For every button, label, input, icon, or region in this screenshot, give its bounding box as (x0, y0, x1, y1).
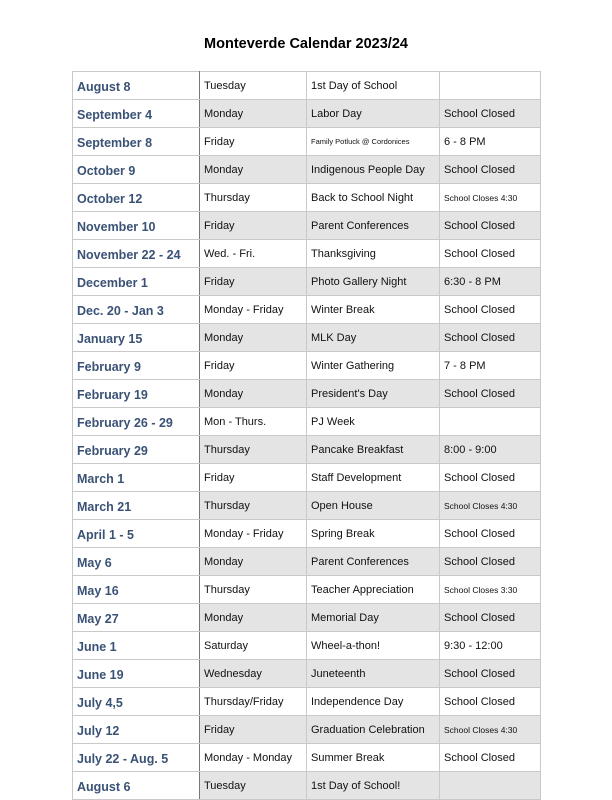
date-cell: February 9 (73, 352, 200, 380)
table-row (73, 604, 541, 632)
day-cell: Friday (200, 716, 307, 744)
table-row (73, 324, 541, 352)
event-cell: Staff Development (307, 464, 440, 492)
event-cell: Wheel-a-thon! (307, 632, 440, 660)
table-row (73, 520, 541, 548)
day-cell: Monday (200, 380, 307, 408)
day-cell: Tuesday (200, 772, 307, 800)
day-cell: Thursday (200, 184, 307, 212)
note-cell: School Closed (440, 240, 541, 268)
note-cell: 7 - 8 PM (440, 352, 541, 380)
note-cell: School Closed (440, 100, 541, 128)
note-cell: School Closed (440, 212, 541, 240)
table-row (73, 688, 541, 716)
note-cell (440, 772, 541, 800)
day-cell: Thursday/Friday (200, 688, 307, 716)
table-row (73, 156, 541, 184)
note-cell: School Closed (440, 156, 541, 184)
event-cell: Winter Break (307, 296, 440, 324)
note-cell: School Closed (440, 520, 541, 548)
table-row (73, 268, 541, 296)
note-cell: 8:00 - 9:00 (440, 436, 541, 464)
date-cell: May 16 (73, 576, 200, 604)
date-cell: February 29 (73, 436, 200, 464)
date-cell: June 19 (73, 660, 200, 688)
day-cell: Friday (200, 212, 307, 240)
day-cell: Friday (200, 352, 307, 380)
event-cell: Winter Gathering (307, 352, 440, 380)
table-row (73, 240, 541, 268)
table-row (73, 184, 541, 212)
event-cell: Pancake Breakfast (307, 436, 440, 464)
table-row (73, 660, 541, 688)
date-cell: November 10 (73, 212, 200, 240)
day-cell: Monday - Friday (200, 520, 307, 548)
date-cell: August 8 (73, 72, 200, 100)
table-row (73, 408, 541, 436)
day-cell: Monday - Monday (200, 744, 307, 772)
day-cell: Friday (200, 268, 307, 296)
note-cell: School Closed (440, 380, 541, 408)
table-row (73, 716, 541, 744)
day-cell: Saturday (200, 632, 307, 660)
table-row (73, 380, 541, 408)
table-row (73, 492, 541, 520)
event-cell: President's Day (307, 380, 440, 408)
note-cell: School Closed (440, 324, 541, 352)
day-cell: Thursday (200, 576, 307, 604)
note-cell (440, 72, 541, 100)
table-row (73, 72, 541, 100)
day-cell: Tuesday (200, 72, 307, 100)
date-cell: September 4 (73, 100, 200, 128)
date-cell: May 6 (73, 548, 200, 576)
calendar-body (73, 72, 541, 800)
day-cell: Monday (200, 324, 307, 352)
note-cell: School Closed (440, 604, 541, 632)
event-cell: Back to School Night (307, 184, 440, 212)
event-cell: MLK Day (307, 324, 440, 352)
table-row (73, 744, 541, 772)
table-row (73, 632, 541, 660)
date-cell: April 1 - 5 (73, 520, 200, 548)
table-row (73, 464, 541, 492)
table-row (73, 296, 541, 324)
table-row (73, 772, 541, 800)
day-cell: Friday (200, 464, 307, 492)
note-cell: School Closes 4:30 (440, 492, 541, 520)
day-cell: Monday (200, 548, 307, 576)
day-cell: Monday - Friday (200, 296, 307, 324)
event-cell: 1st Day of School (307, 72, 440, 100)
date-cell: December 1 (73, 268, 200, 296)
event-cell: Graduation Celebration (307, 716, 440, 744)
event-cell: Memorial Day (307, 604, 440, 632)
date-cell: March 21 (73, 492, 200, 520)
date-cell: January 15 (73, 324, 200, 352)
event-cell: Family Potluck @ Cordonices (307, 128, 440, 156)
note-cell: School Closed (440, 548, 541, 576)
event-cell: Independence Day (307, 688, 440, 716)
day-cell: Thursday (200, 436, 307, 464)
note-cell: 9:30 - 12:00 (440, 632, 541, 660)
date-cell: February 26 - 29 (73, 408, 200, 436)
date-cell: March 1 (73, 464, 200, 492)
date-cell: October 12 (73, 184, 200, 212)
day-cell: Wed. - Fri. (200, 240, 307, 268)
event-cell: Open House (307, 492, 440, 520)
table-row (73, 548, 541, 576)
day-cell: Mon - Thurs. (200, 408, 307, 436)
table-row (73, 128, 541, 156)
note-cell: School Closed (440, 660, 541, 688)
page-title: Monteverde Calendar 2023/24 (204, 36, 408, 52)
table-row (73, 436, 541, 464)
note-cell: School Closed (440, 688, 541, 716)
table-row (73, 212, 541, 240)
event-cell: Parent Conferences (307, 548, 440, 576)
event-cell: Juneteenth (307, 660, 440, 688)
event-cell: Summer Break (307, 744, 440, 772)
event-cell: Teacher Appreciation (307, 576, 440, 604)
event-cell: Labor Day (307, 100, 440, 128)
date-cell: June 1 (73, 632, 200, 660)
table-row (73, 100, 541, 128)
date-cell: Dec. 20 - Jan 3 (73, 296, 200, 324)
day-cell: Monday (200, 100, 307, 128)
calendar-table (72, 71, 541, 800)
event-cell: Parent Conferences (307, 212, 440, 240)
note-cell: School Closed (440, 296, 541, 324)
note-cell (440, 408, 541, 436)
event-cell: Thanksgiving (307, 240, 440, 268)
day-cell: Monday (200, 156, 307, 184)
note-cell: School Closes 4:30 (440, 716, 541, 744)
event-cell: Photo Gallery Night (307, 268, 440, 296)
day-cell: Monday (200, 604, 307, 632)
date-cell: October 9 (73, 156, 200, 184)
date-cell: February 19 (73, 380, 200, 408)
table-row (73, 352, 541, 380)
day-cell: Thursday (200, 492, 307, 520)
date-cell: July 12 (73, 716, 200, 744)
day-cell: Wednesday (200, 660, 307, 688)
date-cell: August 6 (73, 772, 200, 800)
event-cell: Indigenous People Day (307, 156, 440, 184)
date-cell: November 22 - 24 (73, 240, 200, 268)
date-cell: July 22 - Aug. 5 (73, 744, 200, 772)
note-cell: School Closed (440, 464, 541, 492)
note-cell: School Closes 3:30 (440, 576, 541, 604)
note-cell: 6:30 - 8 PM (440, 268, 541, 296)
note-cell: 6 - 8 PM (440, 128, 541, 156)
date-cell: September 8 (73, 128, 200, 156)
event-cell: PJ Week (307, 408, 440, 436)
table-row (73, 576, 541, 604)
event-cell: 1st Day of School! (307, 772, 440, 800)
date-cell: May 27 (73, 604, 200, 632)
note-cell: School Closes 4:30 (440, 184, 541, 212)
note-cell: School Closed (440, 744, 541, 772)
date-cell: July 4,5 (73, 688, 200, 716)
day-cell: Friday (200, 128, 307, 156)
event-cell: Spring Break (307, 520, 440, 548)
